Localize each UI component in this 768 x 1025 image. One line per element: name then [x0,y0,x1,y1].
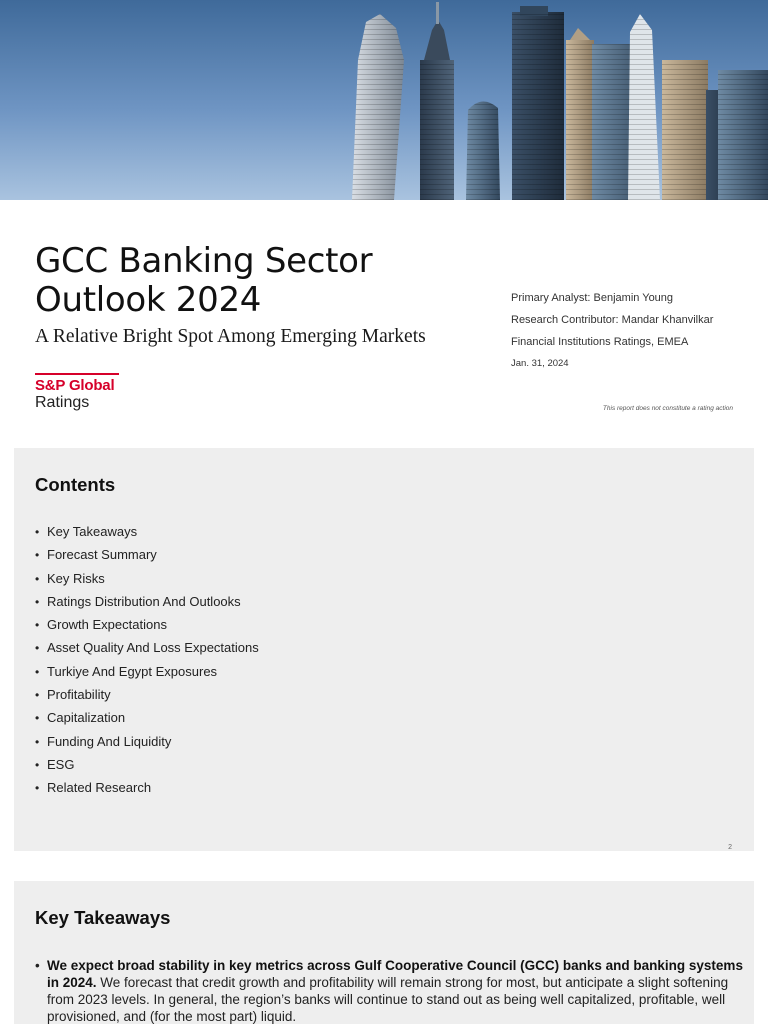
research-contributor: Research Contributor: Mandar Khanvilkar [511,314,714,326]
contents-item[interactable]: • Related Research [35,778,259,801]
contents-item[interactable]: • ESG [35,755,259,778]
key-takeaways-panel [14,881,754,1024]
contents-list [35,522,259,802]
logo-text-ratings: Ratings [35,394,90,411]
rating-action-disclaimer: This report does not constitute a rating action [602,405,733,412]
contents-item[interactable]: • Funding And Liquidity [35,732,259,755]
page-number: 2 [728,844,732,851]
contents-item[interactable]: • Capitalization [35,708,259,731]
report-date: Jan. 31, 2024 [511,358,569,369]
contents-item[interactable]: • Key Takeaways [35,522,259,545]
contents-item[interactable]: • Growth Expectations [35,615,259,638]
skyline-graphic [0,0,768,200]
key-takeaway-bold: We expect broad stability in key metrics across Gulf Cooperative Council (GCC) banks and banking systems in 2024. [47,958,743,990]
key-takeaway-item [35,957,747,1025]
ratings-group: Financial Institutions Ratings, EMEA [511,336,689,348]
sp-global-ratings-logo [35,373,119,412]
key-takeaway-text: We forecast that credit growth and profitability will remain strong for most, but anticipate a slight softening from 2023 levels. In general, the region’s banks will continue to stand out as being well capitalized, profitable, well provisioned, and (for the most part) liquid. [47,975,729,1024]
logo-text-sp-global: S&P Global [35,377,115,394]
report-subtitle: A Relative Bright Spot Among Emerging Markets [35,326,426,347]
contents-panel [14,448,754,851]
contents-item[interactable]: • Turkiye And Egypt Exposures [35,662,259,685]
report-title: GCC Banking Sector Outlook 2024 [35,241,373,320]
contents-item[interactable]: • Asset Quality And Loss Expectations [35,638,259,661]
key-takeaways-heading: Key Takeaways [35,907,171,928]
logo-accent-line [35,373,119,375]
contents-heading: Contents [35,474,116,495]
contents-item[interactable]: • Key Risks [35,569,259,592]
contents-item[interactable]: • Forecast Summary [35,545,259,568]
primary-analyst: Primary Analyst: Benjamin Young [511,292,674,304]
contents-item[interactable]: • Ratings Distribution And Outlooks [35,592,259,615]
report-meta [511,290,713,378]
contents-item[interactable]: • Profitability [35,685,259,708]
hero-skyline-image [0,0,768,200]
